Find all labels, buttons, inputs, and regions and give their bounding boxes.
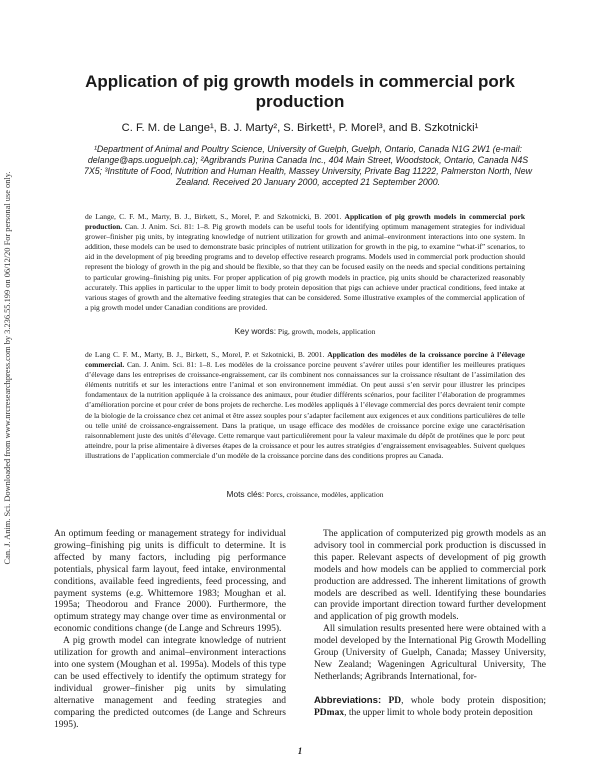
download-notice: Can. J. Anim. Sci. Downloaded from www.nrcresearchpress.com by 3.236.55.199 on 06/12/20 For personal use only.: [3, 171, 12, 565]
keywords-text: Pig, growth, models, application: [277, 327, 376, 336]
paragraph: A pig growth model can integrate knowledge of nutrient utilization for growth and animal–environment interactions into one system (Moughan et al. 1995a). Models of this type can be used effectively to identify the optimum strategy for individual grower–finisher pig units by simulating alternative management and feeding strategies and comparing the predicted outcomes (de Lange and Schreurs 1995).: [54, 636, 286, 730]
abstract-english: [85, 212, 525, 313]
article-title: Application of pig growth models in commercial pork production: [85, 72, 515, 111]
abstract-citation: de Lange, C. F. M., Marty, B. J., Birkett, S., Morel, P. and Szkotnicki, B. 2001.: [85, 212, 342, 221]
mots-cles-text: Porcs, croissance, modèles, application: [266, 490, 384, 499]
body-column-left: [54, 529, 286, 731]
resume-title: Application des modèles de la croissance porcine à l’élevage commercial.: [85, 350, 526, 370]
abbreviations: [314, 695, 546, 720]
page-number: 1: [297, 746, 303, 756]
paragraph: All simulation results presented here were obtained with a model developed by the International Pig Growth Modelling Group (University of Guelph, Canada; Massey University, New Zealand; Wageningen Agricultural University, The Netherlands; Agribrands International, for-: [314, 624, 546, 682]
resume-journal: Can. J. Anim. Sci. 81: 1–8.: [126, 360, 213, 370]
abbrev-term: PDmax: [314, 707, 345, 718]
abbrev-definition: , whole body protein disposition;: [401, 695, 547, 706]
abbrev-term: PD: [388, 695, 402, 706]
paragraph: An optimum feeding or management strategy for individual growing–finishing pig units is difficult to determine. It is affected by many factors, including pig performance potentials, physical farm layout, feed intake, environmental conditions, available feed ingredients, feed processing, and payment systems (e.g. Whittemore 1983; Moughan et al. 1995a; Theodorou and France 2000). Furthermore, the optimum strategy may change over time as environmental or economic conditions change (de Lange and Schreurs 1995).: [54, 529, 286, 635]
paragraph: The application of computerized pig growth models as an advisory tool in commercial pork production is discussed in this paper. Relevant aspects of development of pig growth models and how models can be applied to commercial pork production are addressed. The inherent limitations of growth models are described as well. Identifying these boundaries can provide important direction toward further development and application of pig growth models.: [314, 529, 546, 623]
body-column-right: [314, 529, 546, 720]
abstract-french: [85, 350, 525, 461]
resume-citation: de Lang C. F. M., Marty, B. J., Birkett, S., Morel, P. et Szkotnicki, B. 2001.: [85, 350, 325, 359]
abstract-title: Application of pig growth models in commercial pork production.: [85, 212, 526, 232]
affiliations: ¹Department of Animal and Poultry Science, University of Guelph, Guelph, Ontario, Canada N1G 2W1 (e-mail: delange@aps.uoguelph.ca); ²Agribrands Purina Canada Inc., 404 Main Street, Woodstock, Ontario, Canada N4S 7X5; ³Institute of Food, Nutrition and Human Health, Massey University, Private Bag 11222, Palmerston North, New Zealand. Received 20 January 2000, accepted 21 September 2000.: [83, 144, 533, 187]
abbrev-definition: , the upper limit to whole body protein deposition: [344, 707, 533, 718]
author-list: C. F. M. de Lange¹, B. J. Marty², S. Birkett¹, P. Morel³, and B. Szkotnicki¹: [121, 122, 479, 134]
keywords-french: [85, 489, 525, 499]
keywords-label: Key words:: [234, 326, 277, 336]
resume-text: Les modèles de la croissance porcine peuvent s’avérer utiles pour identifier les meilleures pratiques d’élevage dans les entreprises de croissance-engraissement, car ils combinent nos connaissances sur la croissance résultant de l’assimilation des éléments nutritifs et sur les interactions entre l’animal et son environnement immédiat. On peut aussi s’en servir pour illustrer les principes fondamentaux de la nutrition appliquée à la croissance des animaux, pour étudier différents scénarios, pour faciliter l’élaboration de programmes d’amélioration porcine et pour créer de bons projets de recherche. Les modèles appliqués à l’élevage commercial des porcs devraient tenir compte de la biologie de la croissance chez cet animal et être assez souples pour s’adapter facilement aux exigences et aux conditions particulières de telle ou telle unité de croissance-engraissement. Dans la pratique, un usage efficace des modèles de croissance porcine exige une caractérisation raisonnablement juste des unités d’élevage. Cette remarque vaut particulièrement pour la valeur maximale du dépôt de protéines que le porc peut atteindre, pour la prise alimentaire à diverses étapes de la croissance et pour les autres stratégies d’engraissement envisageables. Suivent quelques illustrations de l’application commerciale d’un modèle de la croissance porcine dans des conditions propres au Canada.: [85, 360, 526, 460]
mots-cles-label: Mots clés:: [226, 489, 265, 499]
abstract-journal: Can. J. Anim. Sci. 81: 1–8.: [124, 222, 210, 232]
abstract-text: Pig growth models can be useful tools for identifying optimum management strategies for individual grower–finisher pig units, by integrating knowledge of nutrient utilization for growth and animal–environment interactions into one system. In addition, these models can be used to demonstrate basic principles of nutrient utilization for growth in the pig, to examine “what-if” scenarios, to aid in the development of pig breeding programs and to develop effective research programs. Models used in commercial pork production should represent the biology of growth in the pig and should be flexible, so that they can be focused easily on the needs and special conditions pertaining to particular growing–finishing pig units. For proper application of pig growth models in practice, pig units should be characterized reasonably accurately. This applies in particular to the upper limit to body protein deposition that pigs can achieve under practical conditions, feed intake at various stages of growth and the alternative feeding strategies that can be considered. Some illustrative examples of the commercial application of a pig growth model under Canadian conditions are provided.: [85, 222, 526, 312]
keywords-english: [85, 326, 525, 336]
abbreviations-label: Abbreviations:: [314, 694, 382, 706]
